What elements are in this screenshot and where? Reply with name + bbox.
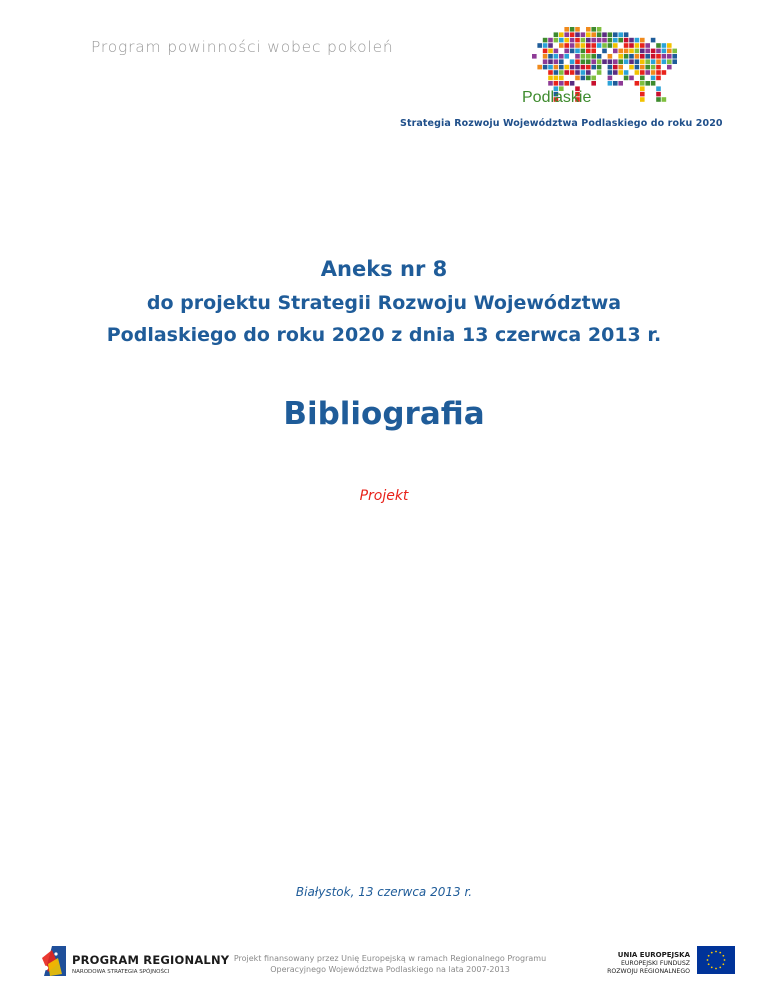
funding-note — [230, 953, 550, 975]
program-subtitle: NARODOWA STRATEGIA SPÓJNOŚCI — [72, 969, 170, 975]
funding-line-2: Operacyjnego Województwa Podlaskiego na lata 2007-2013 — [270, 965, 510, 974]
place-date: Białystok, 13 czerwca 2013 r. — [295, 885, 473, 899]
status-label: Projekt — [359, 488, 409, 504]
document-title: Bibliografia — [283, 396, 485, 432]
program-regionalny-star-icon — [38, 944, 70, 978]
eu-label — [590, 951, 690, 976]
eu-flag-icon — [697, 946, 735, 974]
tagline: Program powinności wobec pokoleń — [91, 38, 394, 56]
program-title: PROGRAM REGIONALNY — [72, 953, 230, 967]
eu-line-1: UNIA EUROPEJSKA — [617, 951, 690, 959]
subtitle-line-1: do projektu Strategii Rozwoju Województwa — [146, 292, 622, 314]
logo-name: Podlaskie — [522, 89, 592, 106]
eu-line-3: ROZWOJU REGIONALNEGO — [607, 968, 690, 975]
eu-line-2: EUROPEJSKI FUNDUSZ — [620, 960, 690, 967]
funding-line-1: Projekt finansowany przez Unię Europejską w ramach Regionalnego Programu — [233, 954, 547, 963]
subtitle-line-2: Podlaskiego do roku 2020 z dnia 13 czerwca 2013 r. — [106, 324, 662, 346]
strategy-header: Strategia Rozwoju Województwa Podlaskiego do roku 2020 — [400, 118, 723, 129]
annex-number: Aneks nr 8 — [320, 257, 448, 281]
program-regionalny-logo — [38, 944, 238, 980]
